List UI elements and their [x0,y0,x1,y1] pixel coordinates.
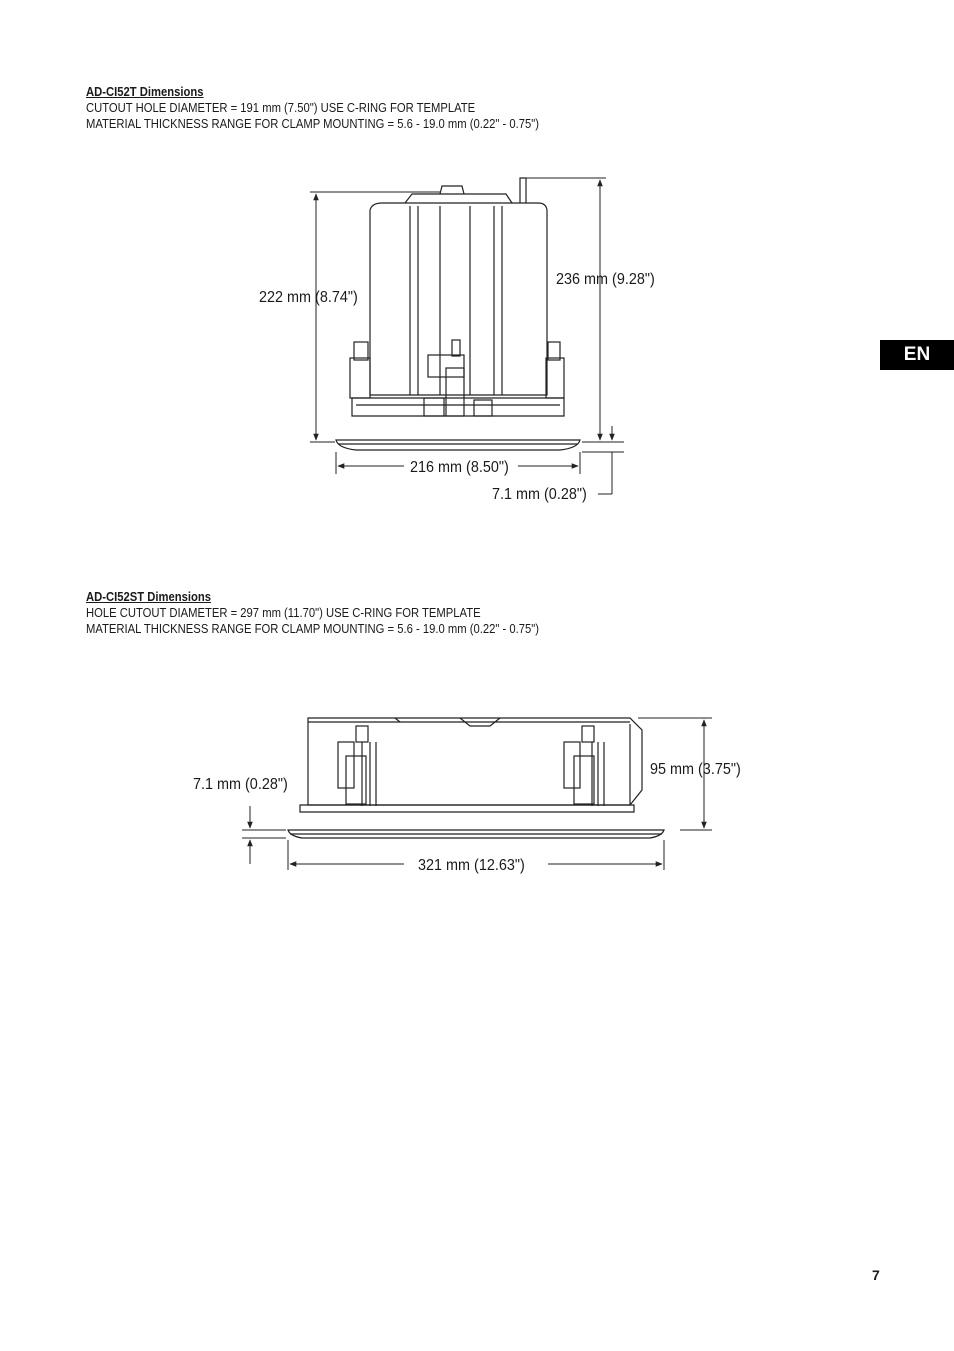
ci52t-body-height-label: 222 mm (8.74") [259,289,358,306]
section1-cutout-text: CUTOUT HOLE DIAMETER = 191 mm (7.50") USE C-RING FOR TEMPLATE [86,101,476,115]
section2-thickness-text: MATERIAL THICKNESS RANGE FOR CLAMP MOUNTING = 5.6 - 19.0 mm (0.22" - 0.75") [86,622,539,636]
section1-title: AD-CI52T Dimensions [86,85,204,99]
ci52t-thickness-label: 7.1 mm (0.28") [492,486,587,503]
ci52st-thickness-label: 7.1 mm (0.28") [193,776,288,793]
section2-title: AD-CI52ST Dimensions [86,590,212,604]
page-number: 7 [872,1267,880,1283]
ci52t-dimension-lines [310,178,624,494]
ci52t-width-label: 216 mm (8.50") [410,459,509,476]
ci52st-speaker-drawing [288,718,664,838]
ci52st-height-label: 95 mm (3.75") [650,761,741,778]
language-tab: EN [880,340,954,370]
section1-thickness-text: MATERIAL THICKNESS RANGE FOR CLAMP MOUNTING = 5.6 - 19.0 mm (0.22" - 0.75") [86,117,539,131]
section2-cutout-text: HOLE CUTOUT DIAMETER = 297 mm (11.70") USE C-RING FOR TEMPLATE [86,606,481,620]
ci52st-width-label: 321 mm (12.63") [418,857,525,874]
ci52t-speaker-drawing [336,178,580,450]
ci52t-total-height-label: 236 mm (9.28") [556,271,655,288]
